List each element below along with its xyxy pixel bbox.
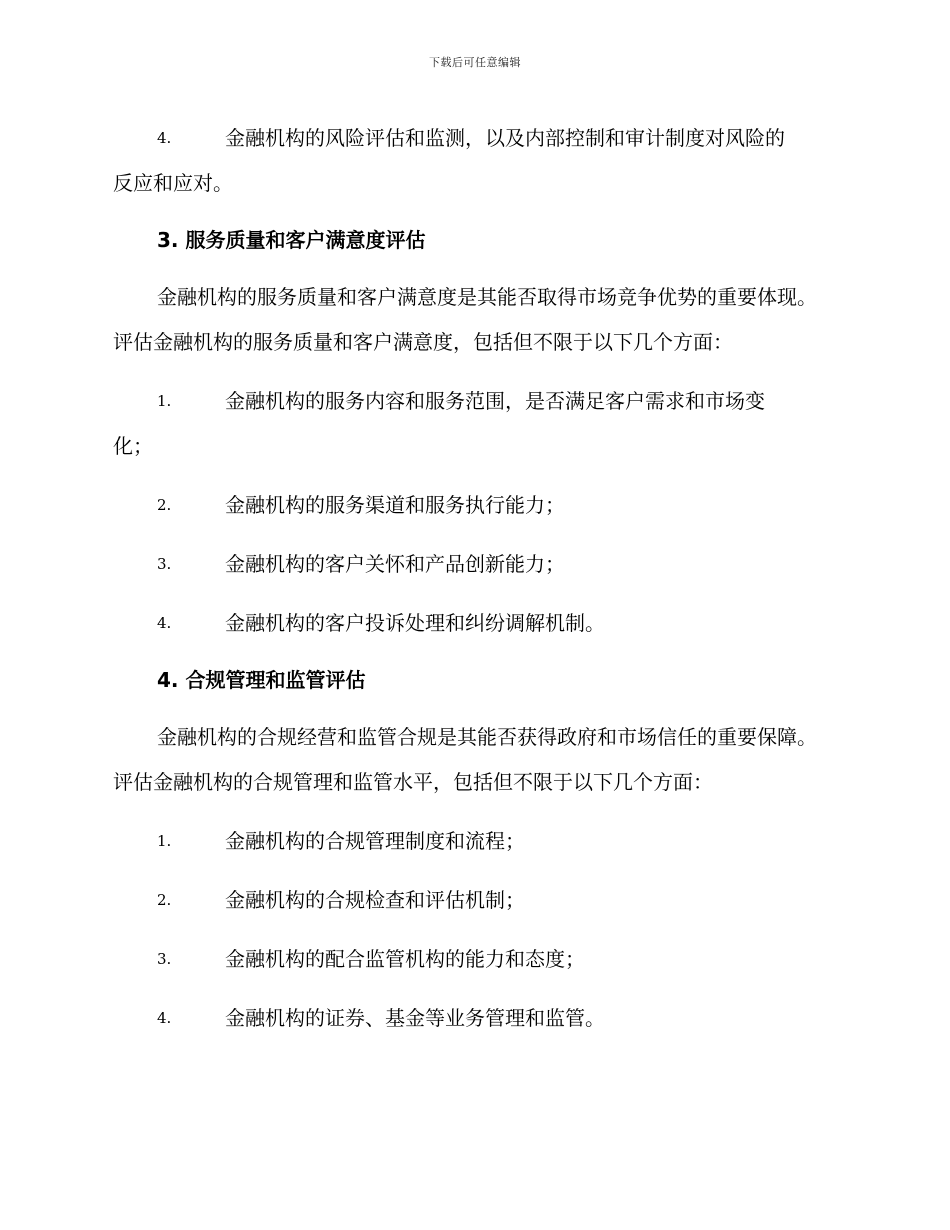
paragraph: 金融机构的服务质量和客户满意度是其能否取得市场竞争优势的重要体现。评估金融机构的服务质量和客户满意度，包括但不限于以下几个方面： bbox=[113, 285, 817, 354]
list-item-line: 金融机构的风险评估和监测，以及内部控制和审计制度对风险的 bbox=[225, 126, 785, 150]
list-item bbox=[113, 935, 835, 982]
list-item-number: 4. bbox=[157, 614, 172, 632]
list-item bbox=[113, 876, 835, 923]
section-heading: 4. 合规管理和监管评估 bbox=[157, 668, 366, 692]
list-item bbox=[113, 540, 835, 587]
list-item-number: 1. bbox=[157, 392, 172, 410]
page-header: 下载后可任意编辑 bbox=[429, 56, 521, 69]
list-item-line: 金融机构的证券、基金等业务管理和监管。 bbox=[225, 1006, 605, 1030]
list-item-line: 金融机构的合规检查和评估机制； bbox=[225, 888, 525, 912]
list-item-line-wrap: 反应和应对。 bbox=[113, 171, 233, 195]
list-item-line: 金融机构的配合监管机构的能力和态度； bbox=[225, 947, 585, 971]
list-item bbox=[113, 994, 835, 1041]
list-item-number: 3. bbox=[157, 950, 172, 968]
list-item-line-wrap: 化； bbox=[113, 434, 153, 458]
list-item-number: 3. bbox=[157, 555, 172, 573]
section-heading: 3. 服务质量和客户满意度评估 bbox=[157, 228, 426, 252]
list-item bbox=[113, 114, 835, 206]
list-item-number: 4. bbox=[157, 1009, 172, 1027]
list-item-number: 2. bbox=[157, 891, 172, 909]
list-item-line: 金融机构的客户关怀和产品创新能力； bbox=[225, 552, 565, 576]
list-item-line: 金融机构的客户投诉处理和纠纷调解机制。 bbox=[225, 611, 605, 635]
list-item bbox=[113, 377, 835, 469]
list-item-number: 2. bbox=[157, 496, 172, 514]
list-item bbox=[113, 817, 835, 864]
list-item bbox=[113, 481, 835, 528]
paragraph: 金融机构的合规经营和监管合规是其能否获得政府和市场信任的重要保障。评估金融机构的合规管理和监管水平，包括但不限于以下几个方面： bbox=[113, 725, 817, 794]
list-item-line: 金融机构的服务内容和服务范围，是否满足客户需求和市场变 bbox=[225, 389, 765, 413]
list-item-line: 金融机构的合规管理制度和流程； bbox=[225, 829, 525, 853]
list-item-line: 金融机构的服务渠道和服务执行能力； bbox=[225, 493, 565, 517]
list-item bbox=[113, 599, 835, 646]
document-body bbox=[113, 114, 835, 1053]
list-item-number: 1. bbox=[157, 832, 172, 850]
list-item-number: 4. bbox=[157, 129, 172, 147]
